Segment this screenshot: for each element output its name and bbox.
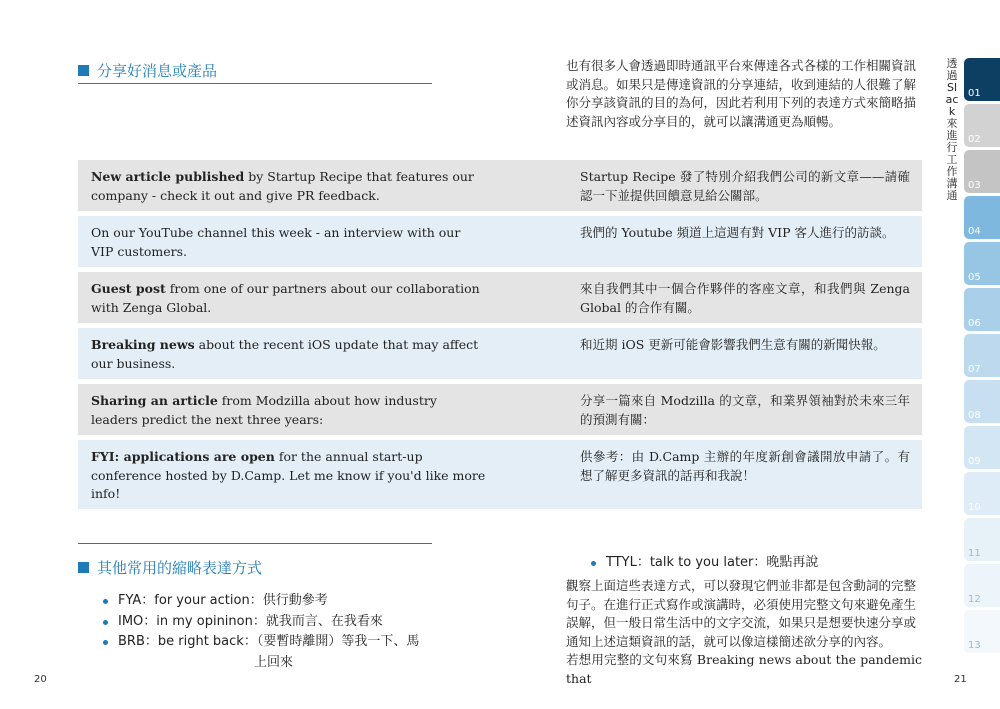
square-bullet-icon: [78, 65, 89, 76]
chapter-tab-11[interactable]: 11: [964, 518, 1000, 561]
english-cell: New article published by Startup Recipe that features our company - check it out and give PR feedback.: [91, 169, 474, 203]
english-cell: On our YouTube channel this week - an interview with our VIP customers.: [91, 225, 461, 259]
chapter-tab-06[interactable]: 06: [964, 288, 1000, 331]
chapter-tab-07[interactable]: 07: [964, 334, 1000, 377]
chapter-tab-12[interactable]: 12: [964, 564, 1000, 607]
section-title: 分享好消息或產品: [97, 62, 218, 80]
chapter-tab-13[interactable]: 13: [964, 610, 1000, 653]
intro-line: 述資訊內容或分享目的，就可以讓溝通更為順暢。: [566, 113, 842, 129]
page-number-left: 20: [34, 674, 47, 685]
abbreviation-list: [98, 591, 443, 653]
intro-paragraph: [566, 57, 922, 131]
section-rule: [78, 83, 432, 84]
chapter-tab-03[interactable]: 03: [964, 150, 1000, 193]
intro-line: 或消息。如果只是傳達資訊的分享連結，收到連結的人很難了解: [566, 76, 917, 92]
ttyl-list: [586, 553, 926, 574]
section-title: 其他常用的縮略表達方式: [97, 559, 263, 577]
table-row: [78, 328, 922, 379]
intro-line: 也有很多人會透過即時通訊平台來傳達各式各樣的工作相關資訊: [566, 58, 917, 73]
table-row: [78, 384, 922, 435]
chapter-tab-08[interactable]: 08: [964, 380, 1000, 423]
english-cell: Guest post from one of our partners about our collaboration with Zenga Global.: [91, 281, 480, 315]
chapter-tab-10[interactable]: 10: [964, 472, 1000, 515]
table-row: [78, 160, 922, 211]
section-rule: [78, 543, 432, 544]
table-row: [78, 272, 922, 323]
chinese-cell: 我們的 Youtube 頻道上這週有對 VIP 客人進行的訪談。: [580, 225, 895, 240]
intro-line: 你分享該資訊的目的為何，因此若利用下列的表達方式來簡略描: [566, 95, 917, 110]
chinese-cell: 和近期 iOS 更新可能會影響我們生意有關的新聞快報。: [580, 337, 886, 352]
chinese-cell: 供參考：由 D.Camp 主辦的年度新創會議開放申請了。有想了解更多資訊的話再和我說！: [580, 449, 910, 483]
list-item: TTYL：talk to you later：晚點再說: [586, 553, 926, 574]
chapter-tab-02[interactable]: 02: [964, 104, 1000, 147]
body-paragraph: [566, 577, 922, 688]
chapter-tab-04[interactable]: 04: [964, 196, 1000, 239]
chinese-cell: Startup Recipe 發了特別介紹我們公司的新文章——請確認一下並提供回饋意見給公關部。: [580, 169, 910, 203]
chapter-vertical-title: 透過 Slack 來進行工作溝通: [945, 57, 959, 202]
list-item-continuation: 上回來: [254, 655, 294, 670]
list-item: IMO：in my opininon：就我而言、在我看來: [98, 612, 443, 633]
table-row: [78, 216, 922, 267]
section-heading-share: [78, 60, 217, 81]
english-cell: Sharing an article from Modzilla about how industry leaders predict the next three years:: [91, 393, 437, 427]
english-cell: FYI: applications are open for the annual start-up conference hosted by D.Camp. Let me know if you'd like more info!: [91, 449, 486, 501]
section-heading-abbreviations: [78, 557, 262, 578]
english-cell: Breaking news about the recent iOS update that may affect our business.: [91, 337, 479, 371]
body-line: 誤解，但一般日常生活中的文字交流，如果只是想要快速分享或: [566, 615, 917, 630]
chinese-cell: 來自我們其中一個合作夥伴的客座文章，和我們與 Zenga Global 的合作有關。: [580, 281, 910, 315]
chinese-cell: 分享一篇來自 Modzilla 的文章，和業界領袖對於未來三年的預測有關：: [580, 393, 910, 427]
body-line: 通知上述這類資訊的話，就可以像這樣簡述欲分享的內容。: [566, 633, 892, 649]
chapter-tab-05[interactable]: 05: [964, 242, 1000, 285]
list-item: FYA：for your action：供行動參考: [98, 591, 443, 612]
chapter-tab-09[interactable]: 09: [964, 426, 1000, 469]
list-item: BRB：be right back：（要暫時離開）等我一下、馬: [98, 632, 443, 653]
square-bullet-icon: [78, 562, 89, 573]
table-row: [78, 440, 922, 509]
chapter-tab-01[interactable]: 01: [964, 58, 1000, 101]
page-number-right: 21: [954, 674, 967, 685]
body-line: 觀察上面這些表達方式，可以發現它們並非都是包含動詞的完整: [566, 578, 917, 593]
body-line: 若想用完整的文句來寫 Breaking news about the pandemic that: [566, 652, 922, 686]
body-line: 句子。在進行正式寫作或演講時，必須使用完整文句來避免產生: [566, 596, 917, 612]
